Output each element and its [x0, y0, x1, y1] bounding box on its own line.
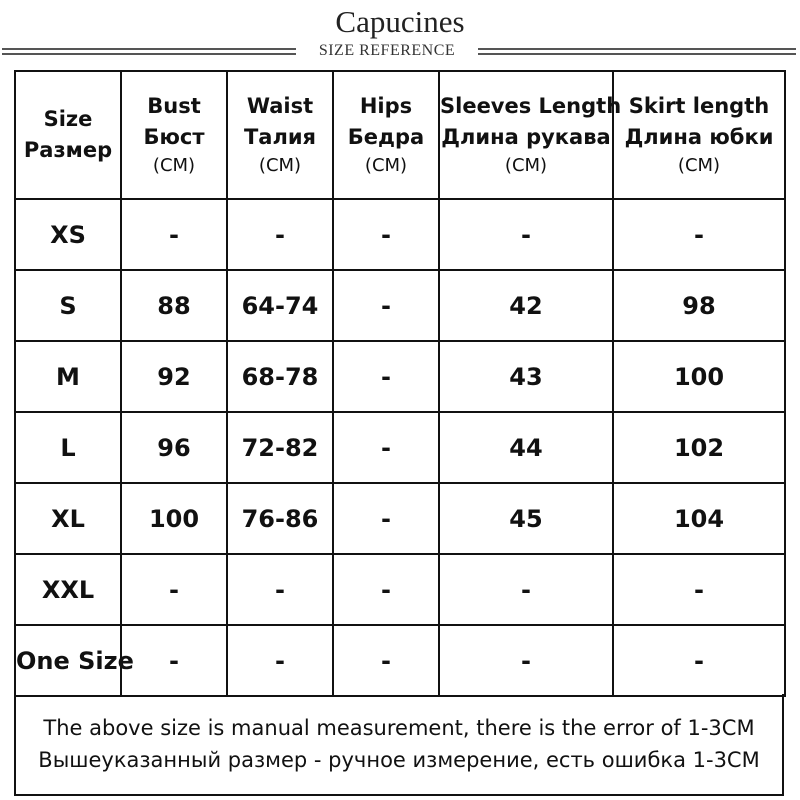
header-size-ru: Размер — [23, 138, 113, 162]
cell-size: XL — [15, 483, 121, 554]
measurement-note-ru: Вышеуказанный размер - ручное измерение, есть ошибка 1-3CM — [38, 748, 760, 772]
cell-waist: - — [227, 625, 333, 696]
header-size — [15, 71, 121, 199]
cell-waist: - — [227, 199, 333, 270]
cell-size: XS — [15, 199, 121, 270]
header-bust-unit: (CM) — [152, 155, 196, 176]
cell-sleeves-length: 42 — [439, 270, 613, 341]
table-row — [15, 341, 785, 412]
cell-bust: 96 — [121, 412, 227, 483]
header-sleeves-length-en: Sleeves Length — [440, 94, 622, 118]
header-waist-en: Waist — [246, 94, 314, 118]
cell-bust: - — [121, 199, 227, 270]
header-sleeves-length-unit: (CM) — [504, 155, 548, 176]
cell-skirt-length: 98 — [613, 270, 785, 341]
table-row — [15, 270, 785, 341]
cell-hips: - — [333, 270, 439, 341]
header-skirt-length-en: Skirt length — [628, 94, 770, 118]
header-hips-ru: Бедра — [347, 125, 425, 149]
cell-hips: - — [333, 341, 439, 412]
cell-skirt-length: 104 — [613, 483, 785, 554]
table-row — [15, 483, 785, 554]
cell-hips: - — [333, 554, 439, 625]
cell-sleeves-length: - — [439, 625, 613, 696]
cell-waist: - — [227, 554, 333, 625]
header-bust-en: Bust — [147, 94, 201, 118]
cell-skirt-length: - — [613, 199, 785, 270]
divider-left — [2, 48, 296, 55]
cell-size: M — [15, 341, 121, 412]
cell-sleeves-length: - — [439, 199, 613, 270]
header-size-en: Size — [43, 107, 93, 131]
header-waist-unit: (CM) — [258, 155, 302, 176]
cell-waist: 68-78 — [227, 341, 333, 412]
cell-bust: - — [121, 625, 227, 696]
header-skirt-length-unit: (CM) — [677, 155, 721, 176]
header-skirt-length — [613, 71, 785, 199]
brand-title: Capucines — [335, 4, 465, 39]
size-chart-table — [14, 70, 786, 697]
table-row — [15, 625, 785, 696]
cell-skirt-length: 102 — [613, 412, 785, 483]
cell-bust: 92 — [121, 341, 227, 412]
cell-bust: 88 — [121, 270, 227, 341]
header-bust-ru: Бюст — [143, 125, 205, 149]
cell-skirt-length: 100 — [613, 341, 785, 412]
cell-skirt-length: - — [613, 554, 785, 625]
cell-hips: - — [333, 412, 439, 483]
table-header-row — [15, 71, 785, 199]
cell-sleeves-length: 44 — [439, 412, 613, 483]
table-row — [15, 554, 785, 625]
table-row — [15, 199, 785, 270]
header-sleeves-length-ru: Длина рукава — [441, 125, 611, 149]
cell-sleeves-length: 43 — [439, 341, 613, 412]
header-hips-en: Hips — [359, 94, 413, 118]
header-sleeves-length — [439, 71, 622, 199]
table-row — [15, 412, 785, 483]
measurement-note — [14, 694, 784, 796]
cell-sleeves-length: 45 — [439, 483, 613, 554]
cell-size: L — [15, 412, 121, 483]
cell-hips: - — [333, 625, 439, 696]
cell-hips: - — [333, 483, 439, 554]
cell-skirt-length: - — [613, 625, 785, 696]
header-waist — [227, 71, 333, 199]
size-reference-subtitle: SIZE REFERENCE — [318, 42, 456, 59]
header-hips — [333, 71, 439, 199]
cell-size: One Size — [15, 625, 121, 696]
header-skirt-length-ru: Длина юбки — [624, 125, 774, 149]
cell-size: S — [15, 270, 121, 341]
header-bust — [121, 71, 227, 199]
cell-bust: - — [121, 554, 227, 625]
cell-waist: 76-86 — [227, 483, 333, 554]
header-hips-unit: (CM) — [364, 155, 408, 176]
header-waist-ru: Талия — [243, 125, 317, 149]
cell-hips: - — [333, 199, 439, 270]
cell-waist: 72-82 — [227, 412, 333, 483]
divider-right — [478, 48, 796, 55]
cell-sleeves-length: - — [439, 554, 613, 625]
cell-bust: 100 — [121, 483, 227, 554]
measurement-note-en: The above size is manual measurement, there is the error of 1-3CM — [43, 716, 755, 740]
cell-waist: 64-74 — [227, 270, 333, 341]
cell-size: XXL — [15, 554, 121, 625]
